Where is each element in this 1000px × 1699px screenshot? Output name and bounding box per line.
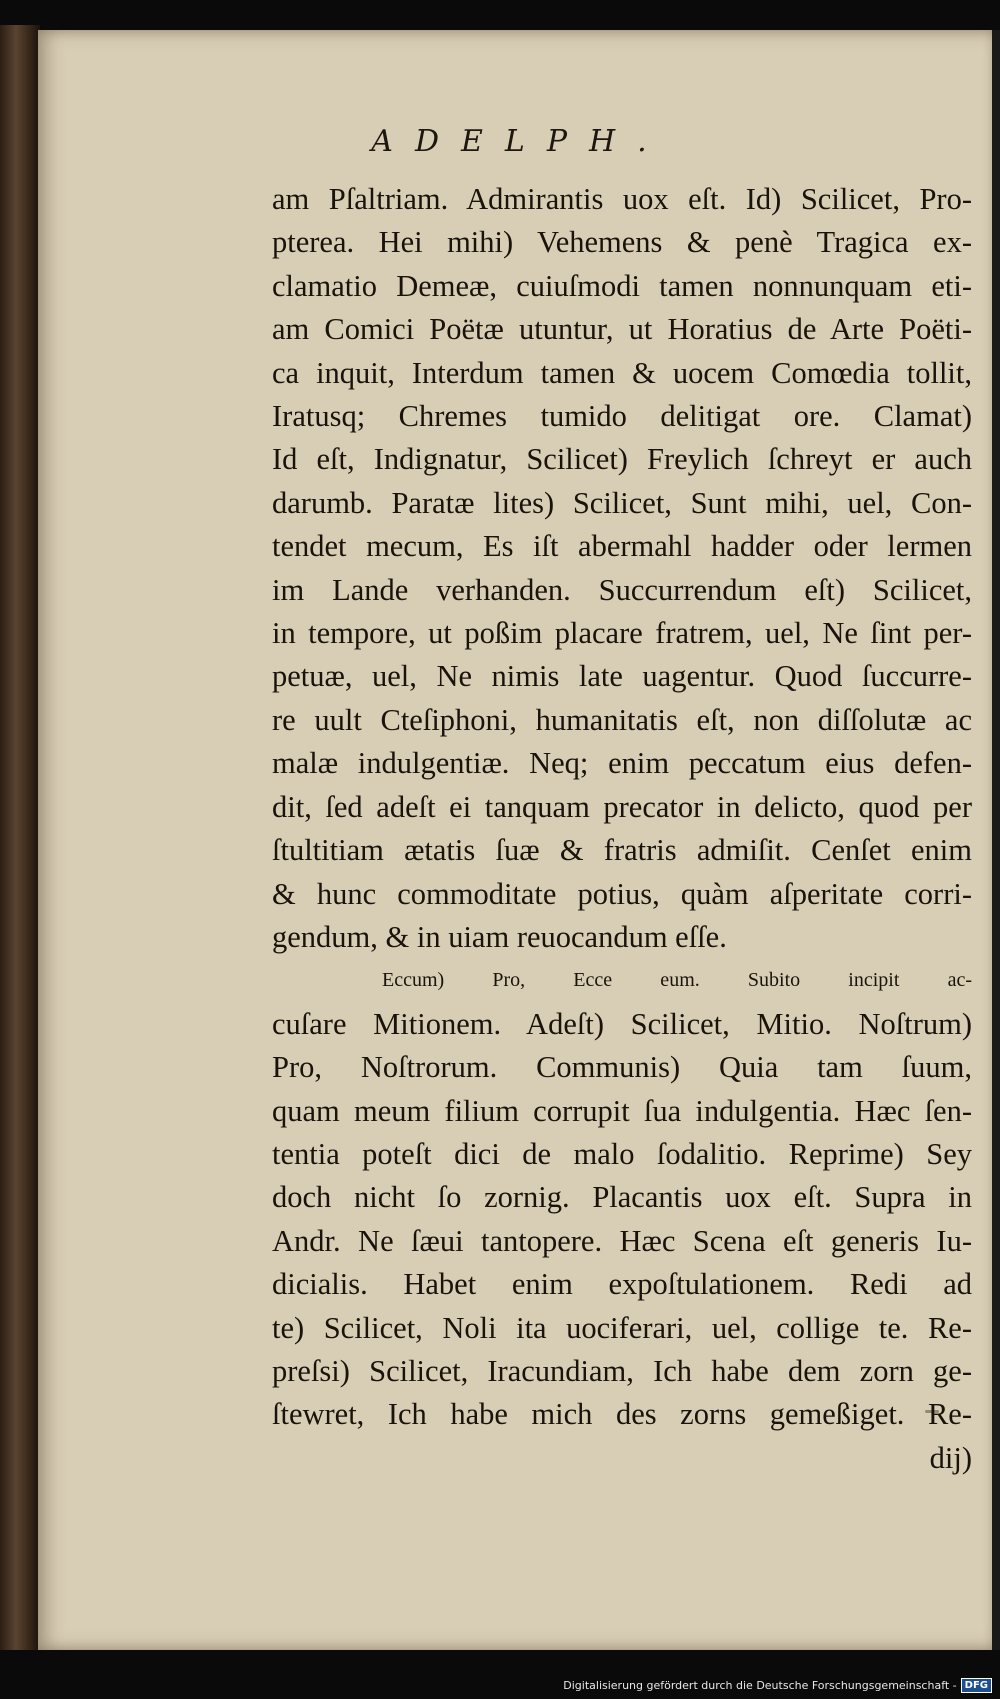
text-line: Pro, Noſtrorum. Communis) Quia tam ſuum,	[272, 1050, 972, 1085]
running-head: ADELPH.	[371, 124, 669, 159]
catchword: dij)	[929, 1440, 972, 1475]
credit-text: Digitalisierung gefördert durch die Deutsche Forschungsgemeinschaft -	[563, 1679, 957, 1692]
text-line: Id eſt, Indignatur, Scilicet) Freylich ſchreyt er auch	[272, 442, 972, 477]
text-line: dit, ſed adeſt ei tanquam precator in delicto, quod per	[272, 789, 972, 824]
text-line: tendet mecum, Es iſt abermahl hadder oder lermen	[272, 529, 972, 564]
text-line: petuæ, uel, Ne nimis late uagentur. Quod ſuccurre-	[272, 659, 972, 694]
text-line: ſtultitiam ætatis ſuæ & fratris admiſit. Cenſet enim	[272, 833, 972, 868]
text-line: im Lande verhanden. Succurrendum eſt) Scilicet,	[272, 572, 972, 607]
text-line: clamatio Demeæ, cuiuſmodi tamen nonnunquam eti-	[272, 268, 972, 303]
text-line: darumb. Paratæ lites) Scilicet, Sunt mihi, uel, Con-	[272, 485, 972, 520]
text-line: Eccum) Pro, Ecce eum. Subito incipit ac-	[382, 969, 972, 992]
text-line: Iratusq; Chremes tumido delitigat ore. Clamat)	[272, 399, 972, 434]
text-line: in tempore, ut poßim placare fratrem, uel, Ne ſint per-	[272, 616, 972, 651]
text-line: & hunc commoditate potius, quàm aſperitate corri-	[272, 876, 972, 911]
text-line: gendum, & in uiam reuocandum eſſe.	[272, 919, 727, 954]
text-line: doch nicht ſo zornig. Placantis uox eſt. Supra in	[272, 1180, 972, 1215]
text-line: cuſare Mitionem. Adeſt) Scilicet, Mitio. Noſtrum)	[272, 1006, 972, 1041]
text-line: malæ indulgentiæ. Neq; enim peccatum eius defen-	[272, 746, 972, 781]
digitization-credit	[563, 1678, 992, 1693]
text-line: te) Scilicet, Noli ita uociferari, uel, collige te. Re-	[272, 1310, 972, 1345]
text-line: ca inquit, Interdum tamen & uocem Comœdia tollit,	[272, 355, 972, 390]
text-line: am Comici Poëtæ utuntur, ut Horatius de Arte Poëti-	[272, 312, 972, 347]
text-line: quam meum filium corrupit ſua indulgentia. Hæc ſen-	[272, 1093, 972, 1128]
body-text	[272, 178, 972, 1480]
dfg-logo: DFG	[961, 1678, 992, 1693]
page-edge	[992, 30, 1000, 1650]
text-line: pterea. Hei mihi) Vehemens & penè Tragica ex-	[272, 225, 972, 260]
text-line: dicialis. Habet enim expoſtulationem. Redi ad	[272, 1267, 972, 1302]
text-line: ſtewret, Ich habe mich des zorns gemeßiget. Re-	[272, 1397, 972, 1432]
text-line: re uult Cteſiphoni, humanitatis eſt, non diſſolutæ ac	[272, 702, 972, 737]
text-line: tentia poteſt dici de malo ſodalitio. Reprime) Sey	[272, 1136, 972, 1171]
book-spine	[0, 25, 40, 1650]
text-line: Andr. Ne ſæui tantopere. Hæc Scena eſt generis Iu-	[272, 1223, 972, 1258]
text-line: preſsi) Scilicet, Iracundiam, Ich habe dem zorn ge-	[272, 1353, 972, 1388]
text-line: am Pſaltriam. Admirantis uox eſt. Id) Scilicet, Pro-	[272, 182, 972, 216]
